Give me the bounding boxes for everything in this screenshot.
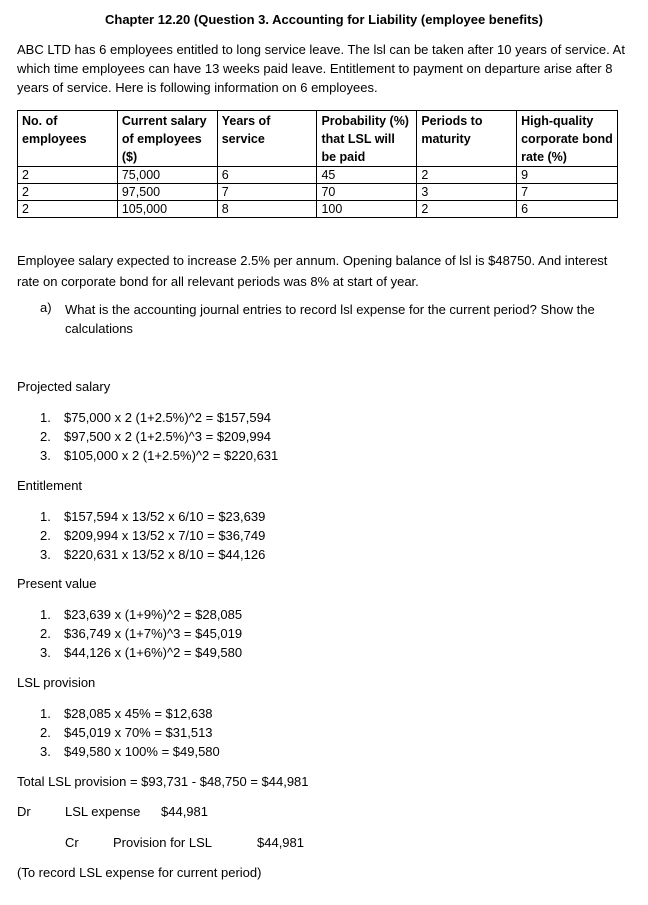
list-number: 1. — [40, 607, 51, 622]
list-item — [40, 742, 220, 761]
table-cell: 45 — [317, 167, 417, 184]
present-value-heading: Present value — [17, 576, 97, 591]
list-item — [40, 408, 278, 427]
table-cell: 6 — [217, 167, 317, 184]
calc-text: $45,019 x 70% = $31,513 — [64, 725, 213, 740]
list-item — [40, 446, 278, 465]
projected-salary-heading: Projected salary — [17, 379, 111, 394]
table-cell: 8 — [217, 201, 317, 218]
page-title: Chapter 12.20 (Question 3. Accounting for Liability (employee benefits) — [105, 12, 543, 27]
table-cell: 105,000 — [117, 201, 217, 218]
table-row — [18, 201, 618, 218]
present-value-list — [40, 605, 242, 662]
entitlement-heading: Entitlement — [17, 478, 83, 493]
question-text: What is the accounting journal entries to record lsl expense for the current period? Show the calculations — [65, 302, 595, 336]
table-cell: 97,500 — [117, 184, 217, 201]
assumptions-paragraph: Employee salary expected to increase 2.5% per annum. Opening balance of lsl is $48750. And interest rate on corporate bond for all relevant periods was 8% at start of year. — [17, 253, 608, 289]
journal-dr-amount: $44,981 — [161, 804, 208, 819]
calc-text: $23,639 x (1+9%)^2 = $28,085 — [64, 607, 243, 622]
calc-text: $44,126 x (1+6%)^2 = $49,580 — [64, 645, 243, 660]
list-item — [40, 643, 242, 662]
calc-text: $220,631 x 13/52 x 8/10 = $44,126 — [64, 547, 266, 562]
list-number: 3. — [40, 448, 51, 463]
list-item — [40, 427, 278, 446]
list-number: 3. — [40, 547, 51, 562]
header-cell: Probability (%) that LSL will be paid — [317, 111, 417, 167]
table-row — [18, 167, 618, 184]
journal-cr-label: Cr — [65, 835, 79, 850]
table-cell: 3 — [417, 184, 517, 201]
list-item — [40, 605, 242, 624]
list-item — [40, 723, 220, 742]
header-cell: High-quality corporate bond rate (%) — [517, 111, 618, 167]
calc-text: $105,000 x 2 (1+2.5%)^2 = $220,631 — [64, 448, 279, 463]
table-cell: 2 — [417, 201, 517, 218]
list-item — [40, 704, 220, 723]
header-cell: No. of employees — [18, 111, 118, 167]
calc-text: $157,594 x 13/52 x 6/10 = $23,639 — [64, 509, 266, 524]
calc-text: $28,085 x 45% = $12,638 — [64, 706, 213, 721]
table-header-row — [18, 111, 618, 167]
lsl-provision-list — [40, 704, 220, 761]
table-cell: 9 — [517, 167, 618, 184]
list-number: 2. — [40, 725, 51, 740]
table-cell: 70 — [317, 184, 417, 201]
list-number: 3. — [40, 645, 51, 660]
table-cell: 2 — [18, 167, 118, 184]
list-number: 1. — [40, 706, 51, 721]
journal-cr-amount: $44,981 — [257, 835, 304, 850]
table-cell: 7 — [517, 184, 618, 201]
calc-text: $49,580 x 100% = $49,580 — [64, 744, 220, 759]
list-number: 2. — [40, 528, 51, 543]
list-item — [40, 624, 242, 643]
journal-cr-account: Provision for LSL — [113, 835, 212, 850]
employee-info-table — [17, 110, 618, 218]
entitlement-list — [40, 507, 265, 564]
list-number: 1. — [40, 410, 51, 425]
projected-salary-list — [40, 408, 278, 465]
total-lsl-provision: Total LSL provision = $93,731 - $48,750 = $44,981 — [17, 774, 309, 789]
table-cell: 100 — [317, 201, 417, 218]
lsl-provision-heading: LSL provision — [17, 675, 96, 690]
calc-text: $209,994 x 13/52 x 7/10 = $36,749 — [64, 528, 266, 543]
calc-text: $97,500 x 2 (1+2.5%)^3 = $209,994 — [64, 429, 272, 444]
calc-text: $36,749 x (1+7%)^3 = $45,019 — [64, 626, 243, 641]
calc-text: $75,000 x 2 (1+2.5%)^2 = $157,594 — [64, 410, 272, 425]
header-cell: Years of service — [217, 111, 317, 167]
table-cell: 2 — [18, 201, 118, 218]
table-cell: 75,000 — [117, 167, 217, 184]
list-number: 1. — [40, 509, 51, 524]
journal-dr-account: LSL expense — [65, 804, 141, 819]
list-number: 2. — [40, 429, 51, 444]
list-item — [40, 526, 265, 545]
table-row — [18, 184, 618, 201]
table-cell: 6 — [517, 201, 618, 218]
intro-paragraph: ABC LTD has 6 employees entitled to long service leave. The lsl can be taken after 10 years of service. At which time employees can have 13 weeks paid leave. Entitlement to payment on departure arise after 8 years of service. Here is following information on 6 employees. — [17, 42, 625, 95]
list-item — [40, 545, 265, 564]
list-number: 3. — [40, 744, 51, 759]
journal-dr-label: Dr — [17, 804, 31, 819]
question-label: a) — [40, 300, 52, 315]
list-item — [40, 507, 265, 526]
table-cell: 7 — [217, 184, 317, 201]
journal-narration: (To record LSL expense for current period) — [17, 865, 262, 880]
header-cell: Current salary of employees ($) — [117, 111, 217, 167]
header-cell: Periods to maturity — [417, 111, 517, 167]
table-cell: 2 — [417, 167, 517, 184]
table-cell: 2 — [18, 184, 118, 201]
list-number: 2. — [40, 626, 51, 641]
